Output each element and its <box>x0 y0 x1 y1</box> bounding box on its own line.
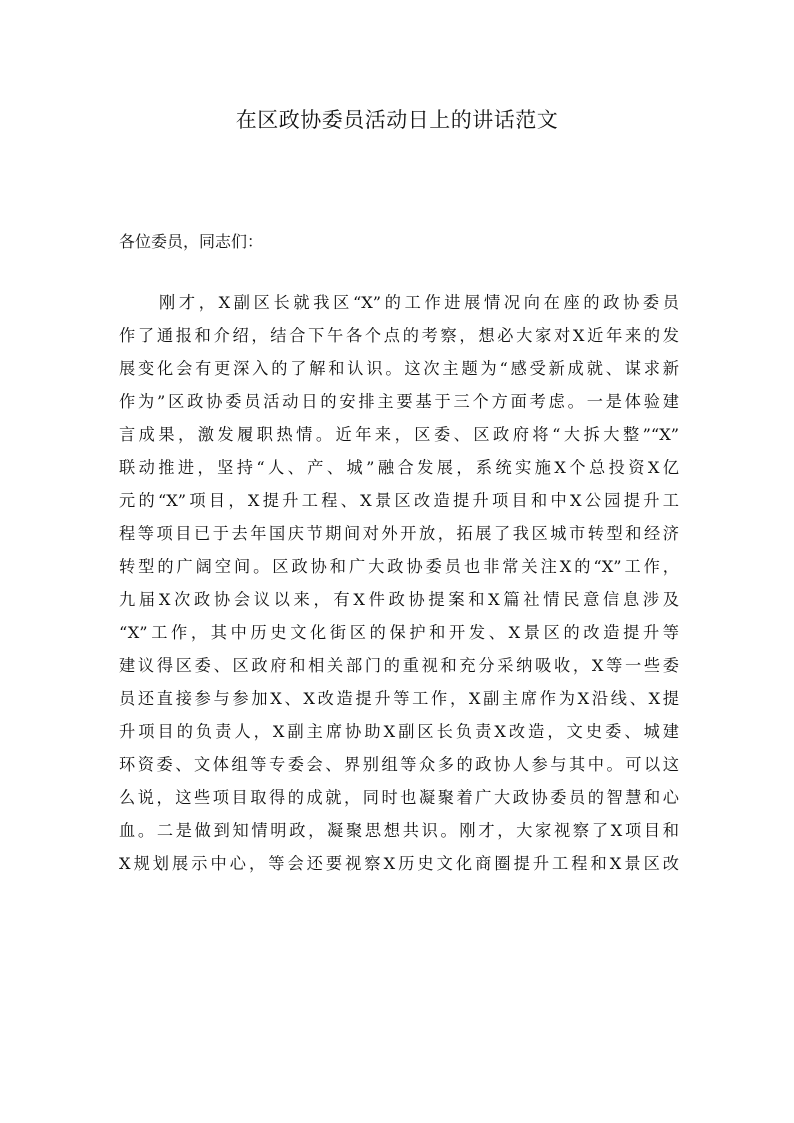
body-line: 刚才，X副区长就我区“X”的工作进展情况向在座的政协委员 <box>159 293 679 312</box>
document-title: 在区政协委员活动日上的讲话范文 <box>235 108 559 132</box>
body-line: 展变化会有更深入的了解和认识。这次主题为“感受新成就、谋求新 <box>119 359 679 378</box>
body-line: X规划展示中心，等会还要视察X历史文化商圈提升工程和X景区改 <box>119 854 679 873</box>
body-line: 升项目的负责人，X副主席协助X副区长负责X改造，文史委、城建 <box>119 722 679 741</box>
body-line: 言成果，激发履职热情。近年来，区委、区政府将“大拆大整”“X” <box>119 425 679 444</box>
body-line: 程等项目已于去年国庆节期间对外开放，拓展了我区城市转型和经济 <box>119 524 679 543</box>
body-line: 元的“X”项目，X提升工程、X景区改造提升项目和中X公园提升工 <box>119 491 679 510</box>
body-line: 转型的广阔空间。区政协和广大政协委员也非常关注X的“X”工作， <box>119 557 679 576</box>
body-line: 环资委、文体组等专委会、界别组等众多的政协人参与其中。可以这 <box>119 755 679 774</box>
body-line: 联动推进，坚持“人、产、城”融合发展，系统实施X个总投资X亿 <box>119 458 679 477</box>
body-line: 九届X次政协会议以来，有X件政协提案和X篇社情民意信息涉及 <box>119 590 679 609</box>
salutation: 各位委员，同志们： <box>119 232 264 251</box>
body-line: 么说，这些项目取得的成就，同时也凝聚着广大政协委员的智慧和心 <box>119 788 679 807</box>
body-line: 作了通报和介绍，结合下午各个点的考察，想必大家对X近年来的发 <box>119 326 679 345</box>
body-line: “X”工作，其中历史文化街区的保护和开发、X景区的改造提升等 <box>119 623 679 642</box>
body-line: 建议得区委、区政府和相关部门的重视和充分采纳吸收，X等一些委 <box>119 656 679 675</box>
body-line: 血。二是做到知情明政，凝聚思想共识。刚才，大家视察了X项目和 <box>119 821 679 840</box>
body-line: 作为”区政协委员活动日的安排主要基于三个方面考虑。一是体验建 <box>119 392 679 411</box>
body-line: 员还直接参与参加X、X改造提升等工作，X副主席作为X沿线、X提 <box>119 689 679 708</box>
body-paragraph <box>119 286 679 880</box>
